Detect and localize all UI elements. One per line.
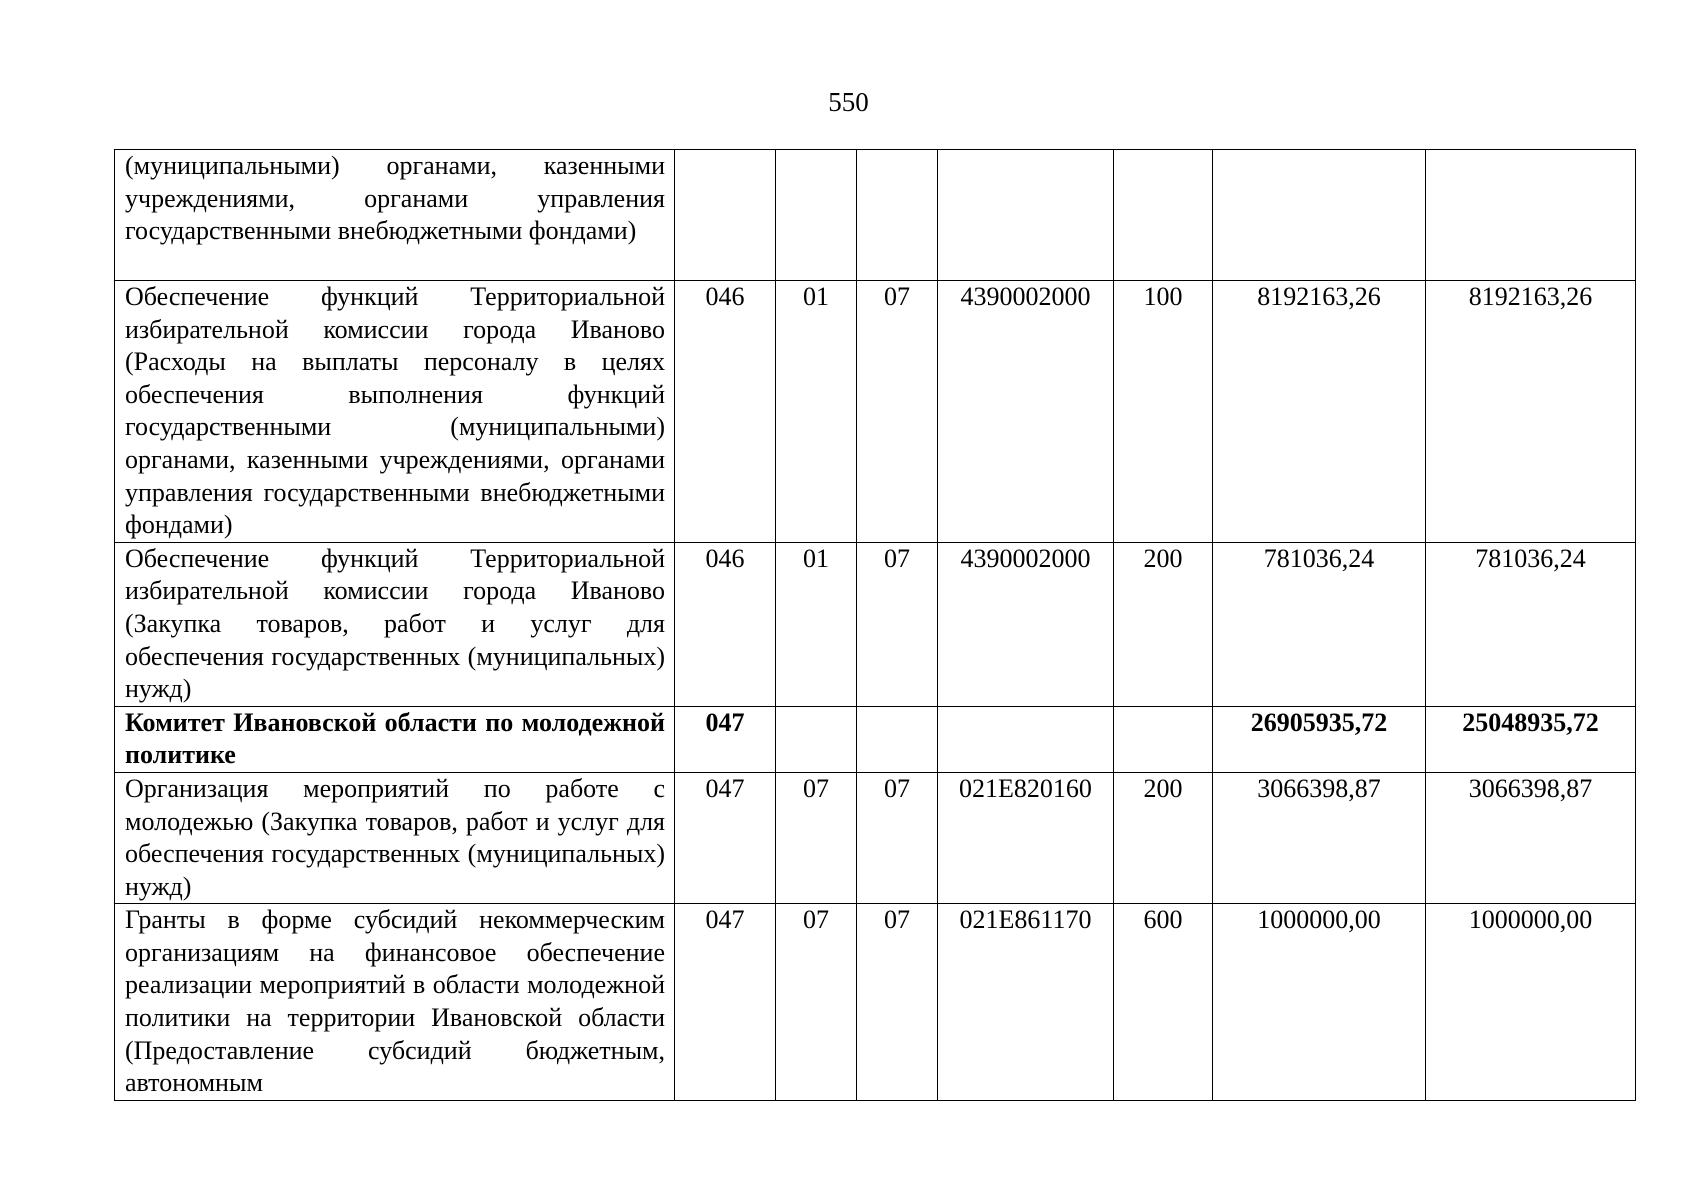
row-description: Организация мероприятий по работе с молодежью (Закупка товаров, работ и услуг для обеспечения государственных (муниципальных) нужд) [115,772,675,903]
table-row [115,542,1636,706]
grbs-code: 046 [675,542,776,706]
section-code [776,150,857,281]
grbs-code: 047 [675,706,776,772]
section-code: 07 [776,772,857,903]
section-code [776,706,857,772]
table-row [115,150,1636,281]
grbs-code: 046 [675,281,776,543]
sum-year-2: 8192163,26 [1426,281,1636,543]
subsection-code: 07 [857,772,938,903]
expense-kind-code [1114,150,1213,281]
subsection-code [857,150,938,281]
sum-year-2: 25048935,72 [1426,706,1636,772]
target-article-code: 4390002000 [938,281,1114,543]
expense-kind-code: 600 [1114,904,1213,1101]
sum-year-1: 8192163,26 [1213,281,1426,543]
sum-year-2 [1426,150,1636,281]
budget-table [114,149,1636,1101]
sum-year-1: 1000000,00 [1213,904,1426,1101]
section-code: 07 [776,904,857,1101]
target-article-code: 4390002000 [938,542,1114,706]
target-article-code: 021Е820160 [938,772,1114,903]
table-row-total [115,706,1636,772]
section-code: 01 [776,542,857,706]
expense-kind-code: 200 [1114,542,1213,706]
sum-year-1: 781036,24 [1213,542,1426,706]
expense-kind-code [1114,706,1213,772]
expense-kind-code: 100 [1114,281,1213,543]
sum-year-2: 3066398,87 [1426,772,1636,903]
subsection-code: 07 [857,281,938,543]
table-row [115,772,1636,903]
subsection-code: 07 [857,542,938,706]
grbs-code: 047 [675,904,776,1101]
subsection-code [857,706,938,772]
row-description: Комитет Ивановской области по молодежной политике [115,706,675,772]
sum-year-1: 3066398,87 [1213,772,1426,903]
sum-year-2: 781036,24 [1426,542,1636,706]
row-description: Обеспечение функций Территориальной избирательной комиссии города Иваново (Расходы на выплаты персоналу в целях обеспечения выполнения функций государственными (муниципальными) органами, казенными учреждениями, органами управления государственными внебюджетными фондами) [115,281,675,543]
sum-year-1 [1213,150,1426,281]
grbs-code: 047 [675,772,776,903]
subsection-code: 07 [857,904,938,1101]
target-article-code [938,706,1114,772]
section-code: 01 [776,281,857,543]
target-article-code [938,150,1114,281]
page-number: 550 [828,87,869,117]
grbs-code [675,150,776,281]
target-article-code: 021Е861170 [938,904,1114,1101]
table-row [115,904,1636,1101]
sum-year-2: 1000000,00 [1426,904,1636,1101]
row-description: Обеспечение функций Территориальной избирательной комиссии города Иваново (Закупка товаров, работ и услуг для обеспечения государственных (муниципальных) нужд) [115,542,675,706]
sum-year-1: 26905935,72 [1213,706,1426,772]
row-description: (муниципальными) органами, казенными учреждениями, органами управления государственными внебюджетными фондами) [115,150,675,281]
row-description: Гранты в форме субсидий некоммерческим организациям на финансовое обеспечение реализации мероприятий в области молодежной политики на территории Ивановской области (Предоставление субсидий бюджетным, автономным [115,904,675,1101]
table-row [115,281,1636,543]
expense-kind-code: 200 [1114,772,1213,903]
